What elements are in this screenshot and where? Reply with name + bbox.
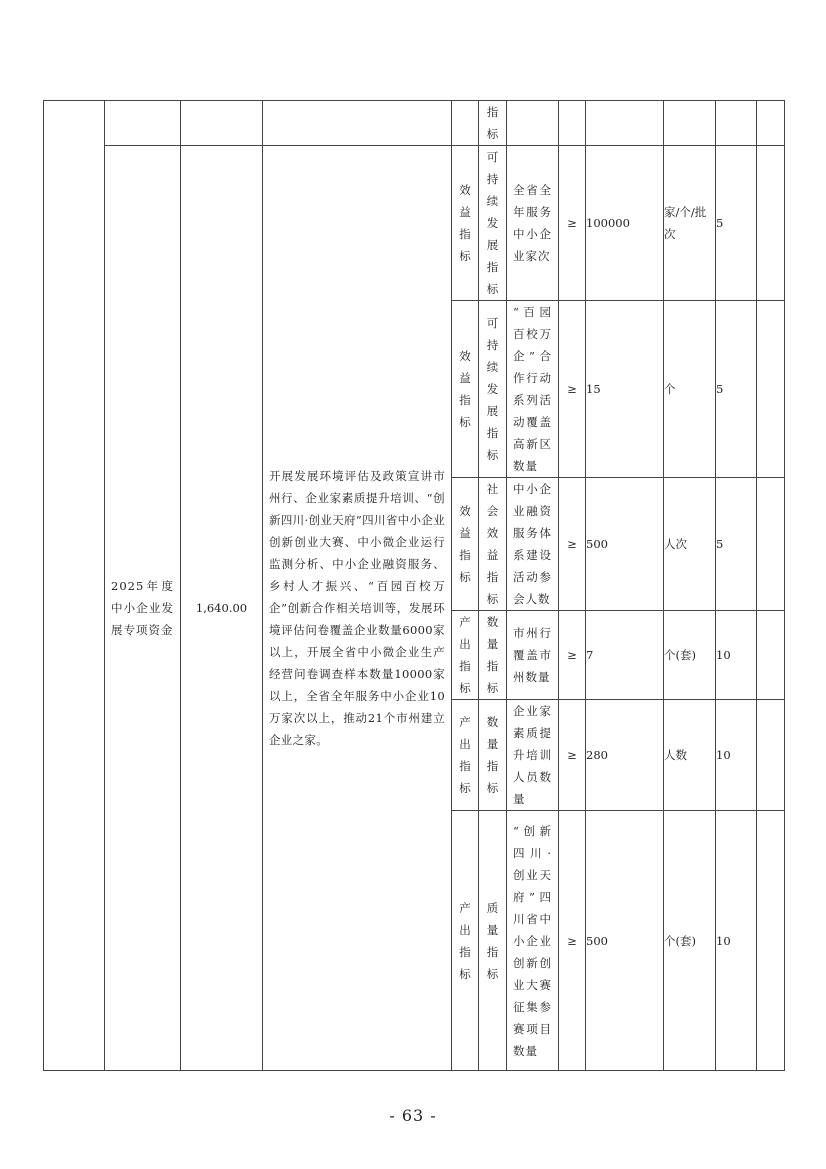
weight: 5 — [716, 478, 757, 611]
weight: 5 — [716, 301, 757, 478]
unit: 个(套) — [664, 811, 716, 1071]
level2-indicator: 数量指标 — [486, 715, 499, 795]
unit: 个(套) — [664, 611, 716, 700]
level1-indicator: 产出指标 — [459, 715, 471, 795]
comparison-operator: ≥ — [559, 146, 586, 301]
level2-indicator: 质量指标 — [486, 900, 499, 981]
target-value: 500 — [586, 811, 664, 1071]
department-cell — [44, 101, 105, 1071]
target-value: 280 — [586, 700, 664, 811]
page-number: - 63 - — [389, 1106, 437, 1125]
level1-indicator: 产出指标 — [459, 900, 471, 981]
project-content: 开展发展环境评估及政策宣讲市州行、企业家素质提升培训、“创新四川·创业天府”四川省中小企业创新创业大赛、中小微企业运行监测分析、中小企业融资服务、乡村人才振兴、“百园百校万企”创新合作相关培训等，发展环境评估问卷覆盖企业数量6000家以上，开展全省中小微企业生产经营问卷调查样本数量10000家以上，全省全年服务中小企业10万家次以上，推动21个市州建立企业之家。 — [269, 469, 445, 747]
indicator-row — [44, 146, 785, 301]
level1-indicator: 效益指标 — [459, 504, 471, 584]
weight: 10 — [716, 700, 757, 811]
comparison-operator: ≥ — [559, 611, 586, 700]
level2-indicator: 可持续发展指标 — [486, 316, 499, 462]
unit: 人数 — [664, 700, 716, 811]
target-value: 15 — [586, 301, 664, 478]
comparison-operator: ≥ — [559, 700, 586, 811]
project-name: 2025年度中小企业发展专项资金 — [111, 579, 174, 637]
project-content-cell — [263, 146, 452, 1071]
target-value: 500 — [586, 478, 664, 611]
level1-indicator: 效益指标 — [459, 183, 471, 263]
indicator-name: 企业家素质提升培训人员数量 — [513, 704, 552, 806]
unit: 人次 — [664, 478, 716, 611]
weight: 10 — [716, 811, 757, 1071]
level2-indicator: 社会效益指标 — [486, 482, 499, 606]
indicator-name: 中小企业融资服务体系建设活动参会人数 — [513, 482, 552, 606]
indicator-name: “创新四川·创业天府”四川省中小企业创新创业大赛征集参赛项目数量 — [513, 823, 552, 1058]
cont-level2-label: 指标 — [486, 105, 499, 141]
comparison-operator: ≥ — [559, 478, 586, 611]
comparison-operator: ≥ — [559, 811, 586, 1071]
indicator-name: “百园百校万企”合作行动系列活动覆盖高新区数量 — [513, 305, 552, 473]
performance-indicator-table — [43, 100, 785, 1071]
indicator-name: 全省全年服务中小企业家次 — [513, 183, 552, 263]
target-value: 100000 — [586, 146, 664, 301]
level2-indicator: 数量指标 — [486, 615, 499, 695]
level1-indicator: 产出指标 — [459, 615, 471, 695]
continuation-row — [44, 101, 785, 146]
weight: 10 — [716, 611, 757, 700]
project-amount: 1,640.00 — [181, 146, 263, 1071]
unit: 个 — [664, 301, 716, 478]
project-name-cell — [105, 146, 181, 1071]
target-value: 7 — [586, 611, 664, 700]
level1-indicator: 效益指标 — [459, 349, 471, 429]
indicator-name: 市州行覆盖市州数量 — [513, 626, 552, 684]
comparison-operator: ≥ — [559, 301, 586, 478]
weight: 5 — [716, 146, 757, 301]
level2-indicator: 可持续发展指标 — [486, 150, 499, 296]
unit: 家/个/批次 — [664, 146, 716, 301]
